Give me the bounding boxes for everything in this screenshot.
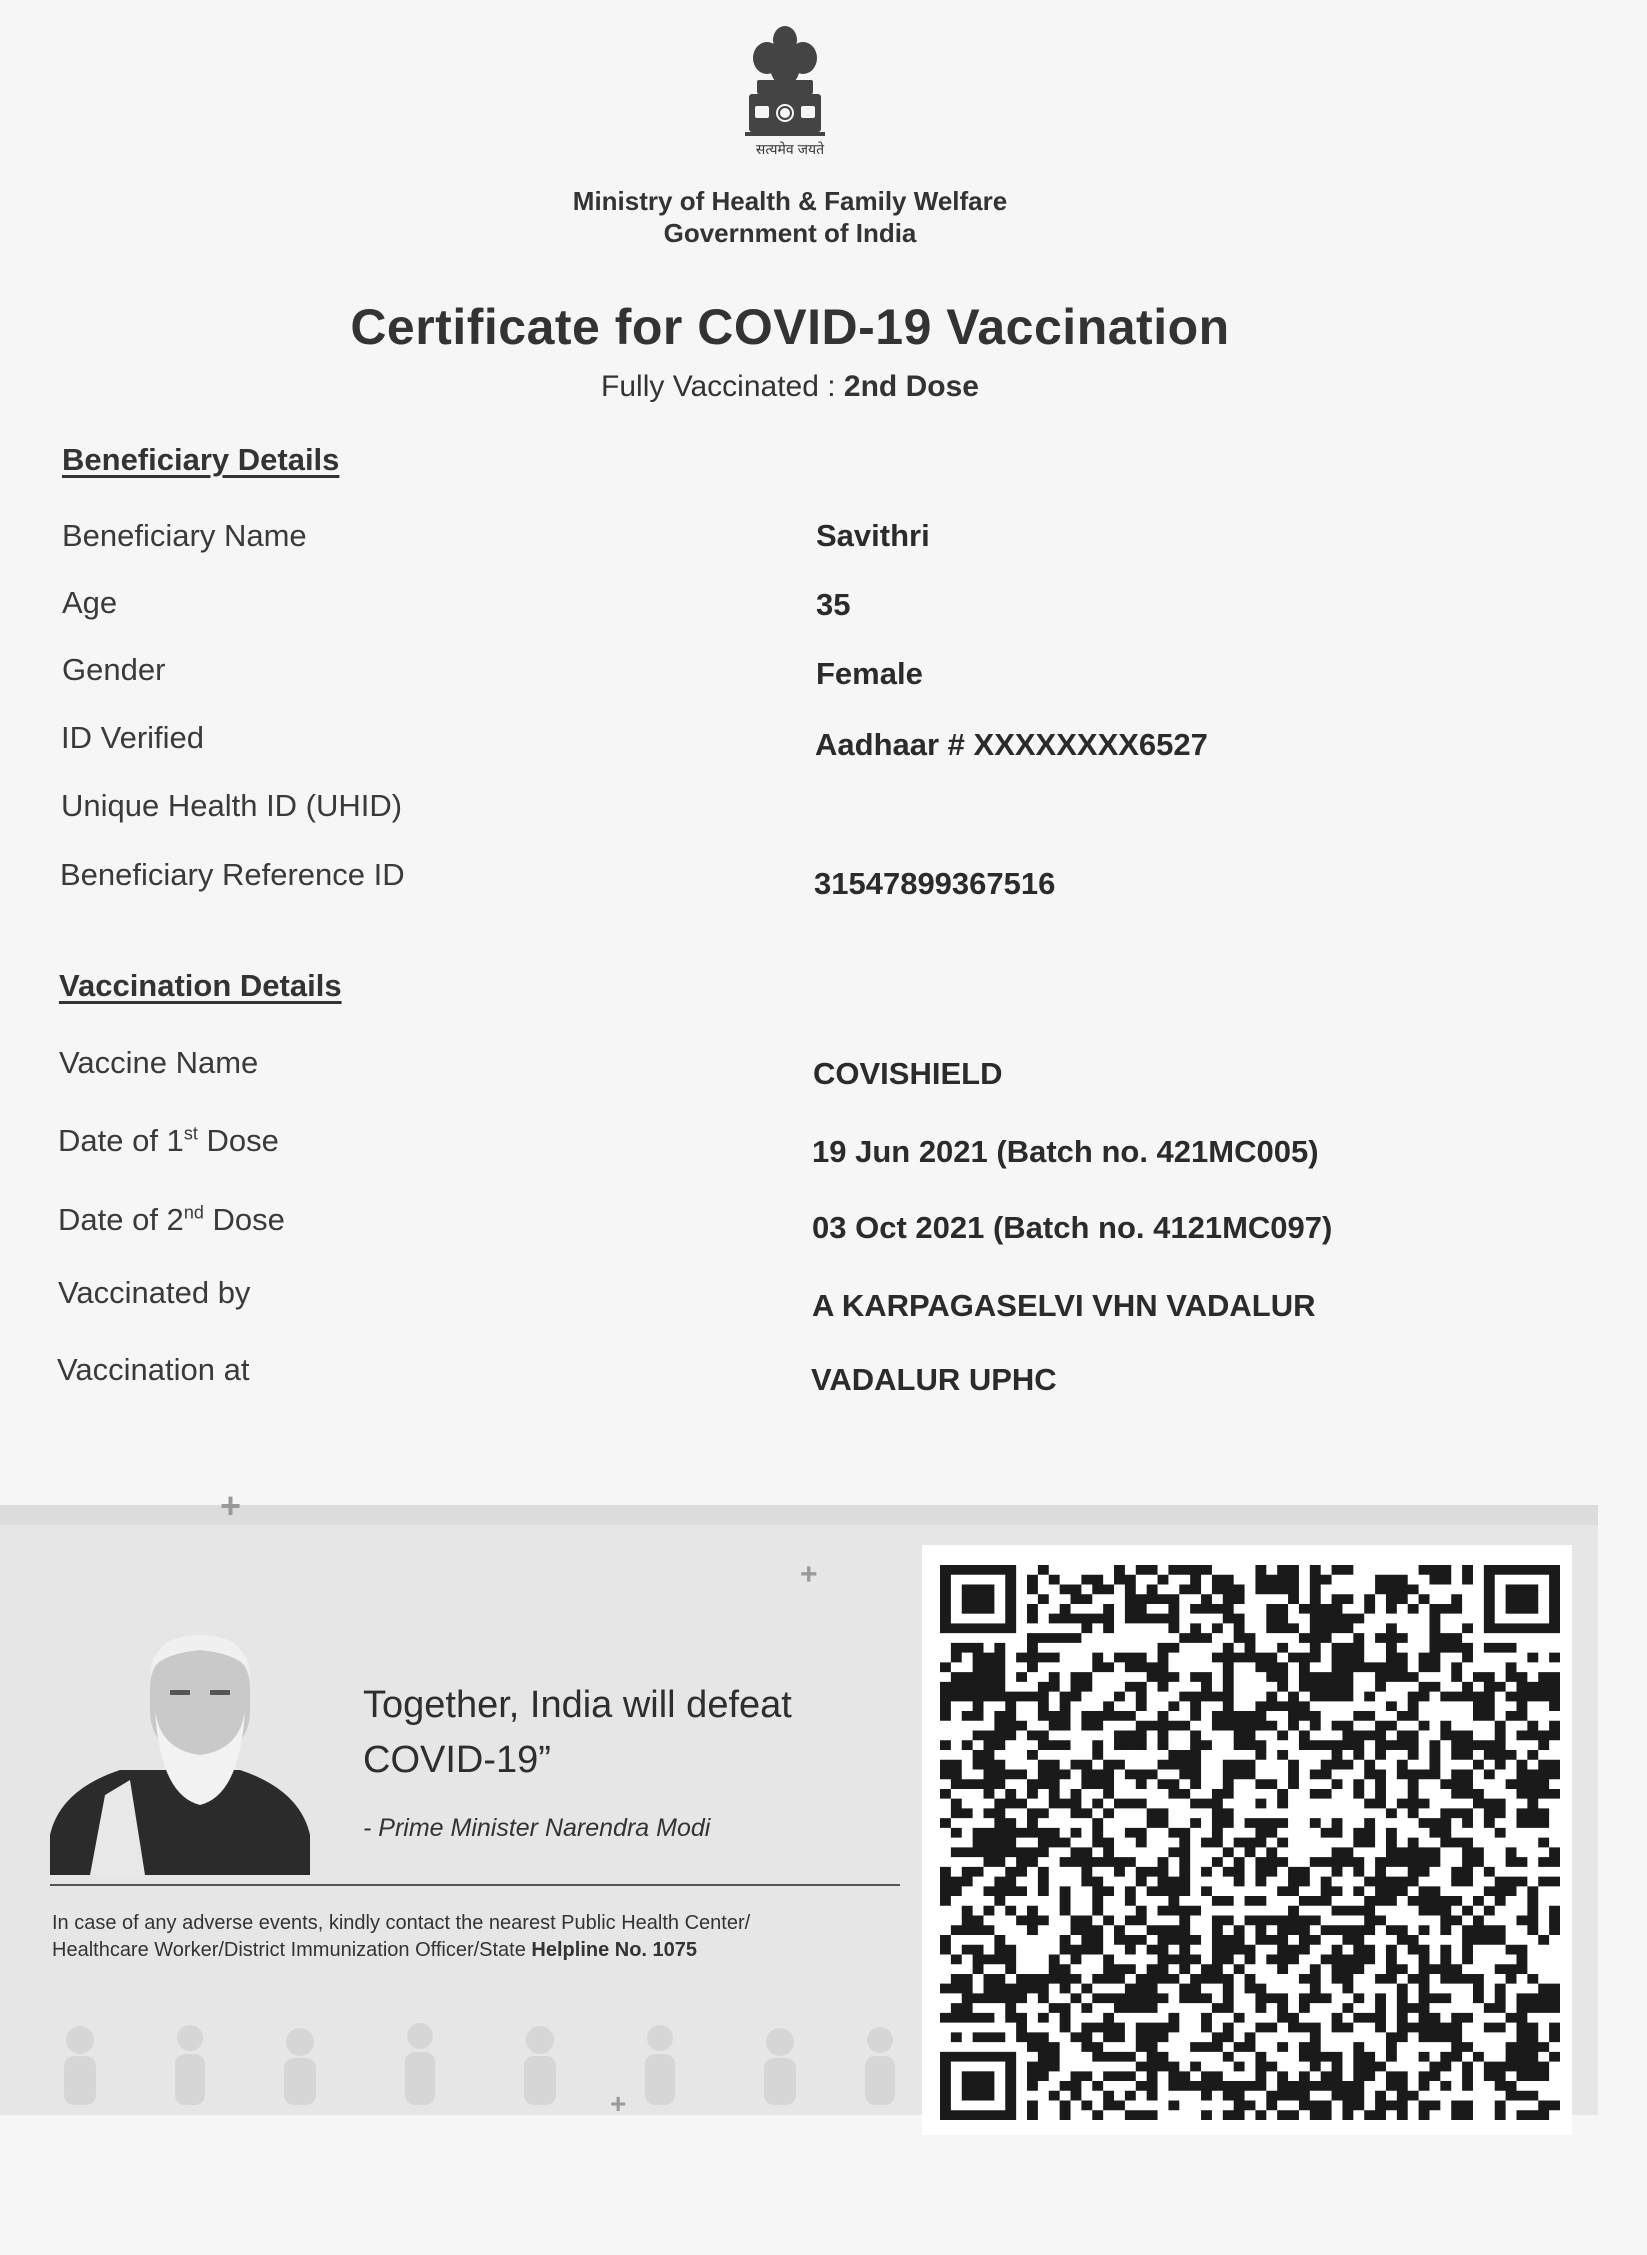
government-name: Government of India [663,218,917,248]
helpline-line-2 [52,1937,912,1964]
dose2-label-sup: nd [183,1202,204,1223]
dose2-label-text: Date of 2 [58,1202,184,1237]
id-verified-label: ID Verified [61,720,205,755]
status-prefix: Fully Vaccinated : [601,370,844,403]
status-value: 2nd Dose [843,370,979,403]
qr-modules [940,1565,1560,2120]
vaccine-name-value: COVISHIELD [813,1056,1003,1091]
beneficiary-details-heading: Beneficiary Details [62,442,340,477]
dose1-label-sup: st [183,1123,198,1144]
id-verified-value: Aadhaar # XXXXXXXX6527 [815,727,1208,762]
beneficiary-name-label: Beneficiary Name [62,518,307,553]
dose1-label-suffix: Dose [197,1123,279,1158]
helpline-notice [52,1910,912,1964]
qr-finder-pattern [962,1584,995,1613]
vaccinated-by-label: Vaccinated by [58,1275,251,1310]
certificate-title: Certificate for COVID-19 Vaccination [350,299,1230,355]
gender-value: Female [816,656,923,691]
dose2-label [58,1202,285,1238]
helpline-line-1: In case of any adverse events, kindly contact the nearest Public Health Center/ [52,1912,751,1934]
age-value: 35 [816,587,851,622]
vaccination-at-value: VADALUR UPHC [811,1362,1057,1397]
quote-line-2: COVID-19” [363,1739,551,1781]
uhid-label: Unique Health ID (UHID) [61,788,403,823]
beneficiary-name-value: Savithri [816,518,930,553]
dose1-label [58,1123,279,1159]
prime-minister-portrait [50,1620,310,1875]
plus-decoration-icon: + [220,1485,242,1526]
ministry-name: Ministry of Health & Family Welfare [572,186,1008,216]
qr-code [940,1565,1560,2120]
certificate-status [0,370,1580,404]
dose1-label-text: Date of 1 [58,1123,184,1158]
quote [363,1678,792,1788]
reference-id-value: 31547899367516 [814,866,1056,901]
quote-line-1: Together, India will defeat [363,1684,792,1726]
plus-decoration-icon: + [610,2088,627,2119]
helpline-number: Helpline No. 1075 [531,1939,698,1961]
divider [50,1884,900,1886]
gender-label: Gender [62,652,166,687]
plus-decoration-icon: + [800,1558,818,1591]
qr-finder-pattern [1506,1584,1539,1613]
qr-finder-pattern [962,2071,995,2100]
crowd-illustration [20,2010,920,2105]
dose1-value: 19 Jun 2021 (Batch no. 421MC005) [812,1134,1319,1169]
emblem-caption: सत्यमेव जयते [755,141,825,157]
helpline-line-2-text: Healthcare Worker/District Immunization Officer/State [52,1939,532,1961]
vaccination-details-heading: Vaccination Details [59,968,342,1003]
reference-id-label: Beneficiary Reference ID [60,857,405,892]
dose2-label-suffix: Dose [203,1202,285,1237]
vaccine-name-label: Vaccine Name [59,1045,259,1080]
qr-code-panel [922,1545,1572,2135]
dose2-value: 03 Oct 2021 (Batch no. 4121MC097) [812,1210,1333,1245]
age-label: Age [62,585,118,620]
quote-attribution: - Prime Minister Narendra Modi [363,1814,711,1842]
vaccinated-by-value: A KARPAGASELVI VHN VADALUR [812,1288,1316,1323]
vaccination-at-label: Vaccination at [57,1352,250,1387]
